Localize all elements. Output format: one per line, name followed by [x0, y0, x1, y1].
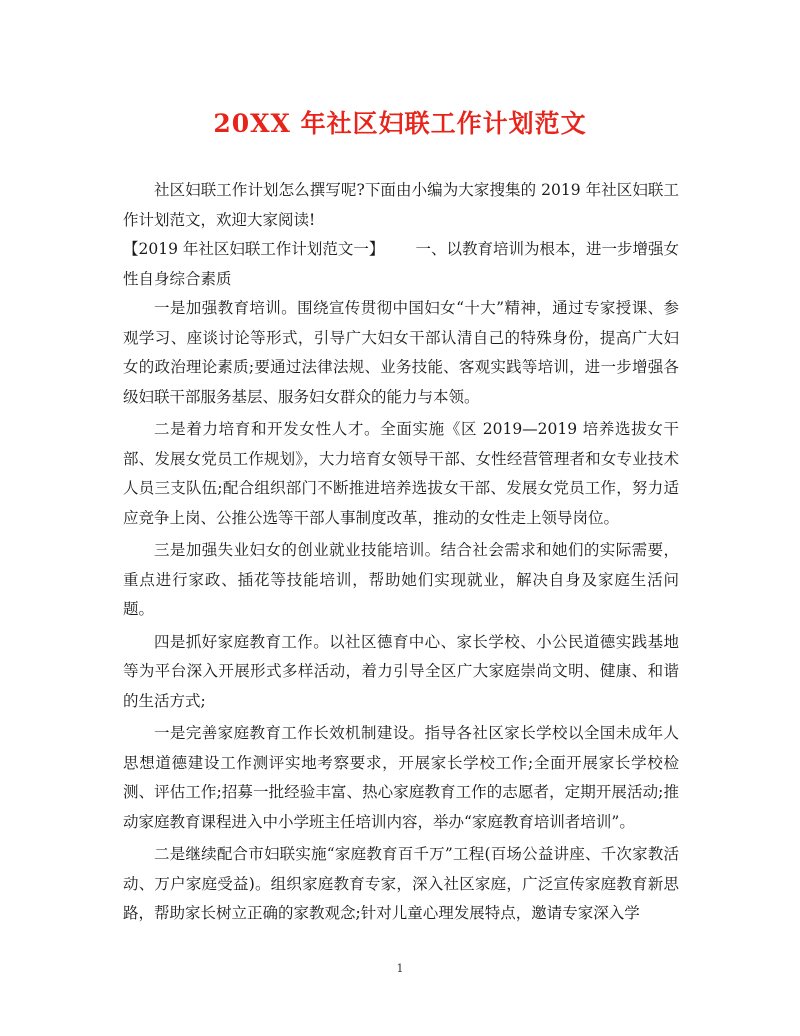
page-number: 1 — [396, 962, 404, 975]
body-paragraph: 二是继续配合市妇联实施“家庭教育百千万”工程(百场公益讲座、千次家教活动、万户家庭受益)。组织家庭教育专家，深入社区家庭，广泛宣传家庭教育新思路，帮助家长树立正确的家教观念;针对儿童心理发展特点，邀请专家深入学 — [123, 845, 679, 922]
body-paragraph: 二是着力培育和开发女性人才。全面实施《区 2019—2019 培养选拔女干部、发展女党员工作规划》，大力培育女领导干部、女性经营管理者和女专业技术人员三支队伍;配合组织部门不断推进培养选拔女干部、发展女党员工作，努力适应竞争上岗、公推公选等干部人事制度改革，推动的女性走上领导岗位。 — [123, 420, 679, 527]
document-body — [123, 176, 679, 929]
section-heading-start: 一、以教育培训为根本，进一步增强女 — [415, 240, 679, 258]
section-label: 【2019 年社区妇联工作计划范文一】 — [123, 240, 385, 258]
document-title: 20XX 年社区妇联工作计划范文 — [213, 109, 587, 138]
section-heading-continuation: 性自身综合素质 — [123, 269, 232, 288]
section-heading — [123, 235, 679, 265]
intro-paragraph: 社区妇联工作计划怎么撰写呢?下面由小编为大家搜集的 2019 年社区妇联工作计划范文，欢迎大家阅读! — [123, 181, 679, 229]
body-paragraph: 一是完善家庭教育工作长效机制建设。指导各社区家长学校以全国未成年人思想道德建设工作测评实地考察要求，开展家长学校工作;全面开展家长学校检测、评估工作;招募一批经验丰富、热心家庭教育工作的志愿者，定期开展活动;推动家庭教育课程进入中小学班主任培训内容，举办“家庭教育培训者培训”。 — [123, 724, 679, 831]
body-paragraph: 一是加强教育培训。围绕宣传贯彻中国妇女“十大”精神，通过专家授课、参观学习、座谈讨论等形式，引导广大妇女干部认清自己的特殊身份，提高广大妇女的政治理论素质;要通过法律法规、业务技能、客观实践等培训，进一步增强各级妇联干部服务基层、服务妇女群众的能力与本领。 — [123, 299, 679, 406]
body-paragraph: 四是抓好家庭教育工作。以社区德育中心、家长学校、小公民道德实践基地等为平台深入开展形式多样活动，着力引导全区广大家庭崇尚文明、健康、和谐的生活方式; — [123, 632, 679, 710]
body-paragraph: 三是加强失业妇女的创业就业技能培训。结合社会需求和她们的实际需要，重点进行家政、插花等技能培训，帮助她们实现就业，解决自身及家庭生活问题。 — [123, 541, 679, 618]
